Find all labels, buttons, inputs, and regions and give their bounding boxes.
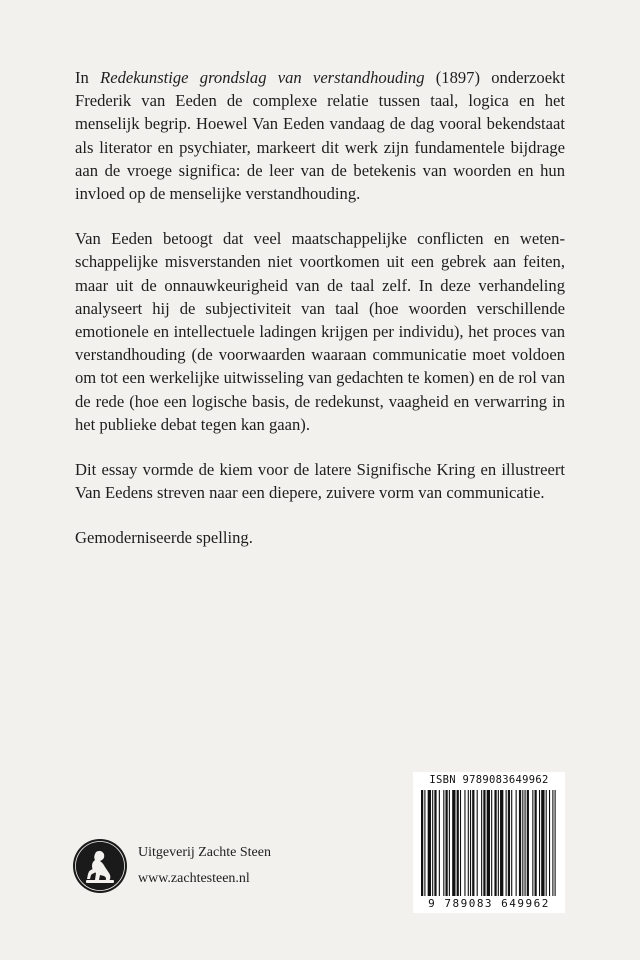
barcode-bar <box>443 790 444 896</box>
intro-rest: (1897) onderzoekt Frederik van Eeden de complexe relatie tussen taal, logica en het menselijk begrip. Hoewel Van Eeden vandaag de dag vooral bekendstaat als literator en psychiater, markeert dit werk zijn fundamentele bijdrage aan de vroege significa: de leer van de betekenis van woorden en hun invloed op de menselijke verstandhouding. <box>75 68 565 204</box>
barcode-bar <box>432 790 433 896</box>
barcode-bar <box>494 790 496 896</box>
barcode-bar <box>519 790 521 896</box>
barcode-bar <box>487 790 490 896</box>
barcode-bar <box>546 790 547 896</box>
barcode-bar <box>481 790 482 896</box>
barcode-bar <box>525 790 526 896</box>
barcode-bar <box>457 790 459 896</box>
paragraph-intro <box>75 66 565 205</box>
barcode-bar <box>464 790 465 896</box>
barcode-bar <box>428 790 431 896</box>
isbn-digits: 9 789083 649962 <box>428 897 550 910</box>
barcode-bar <box>527 790 529 896</box>
paragraph-legacy: Dit essay vormde de kiem voor de latere Signifische Kring en illustreert Van Eedens streven naar een diepere, zuivere vorm van communicatie. <box>75 460 565 503</box>
barcode-bar <box>555 790 556 896</box>
barcode-bar <box>434 790 436 896</box>
barcode-bar <box>424 790 425 896</box>
barcode-bar <box>468 790 469 896</box>
barcode-bar <box>541 790 544 896</box>
thinker-silhouette-icon <box>72 838 128 894</box>
barcode-bar <box>439 790 440 896</box>
barcode-bar <box>522 790 523 896</box>
barcode-bar <box>452 790 455 896</box>
barcode-bar <box>506 790 507 896</box>
book-title-italic: Redekunstige grondslag van verstandhouding <box>100 68 425 87</box>
barcode-bar <box>445 790 447 896</box>
barcode-bar <box>532 790 533 896</box>
barcode-bar <box>535 790 537 896</box>
barcode-bar <box>539 790 540 896</box>
barcode-bar <box>549 790 550 896</box>
barcode-bar <box>472 790 474 896</box>
barcode-bar <box>421 790 423 896</box>
isbn-barcode <box>413 772 565 913</box>
barcode-bar <box>491 790 492 896</box>
barcode-bar <box>516 790 517 896</box>
intro-lead: In <box>75 68 101 87</box>
barcode-bar <box>498 790 499 896</box>
barcode-bar <box>477 790 478 896</box>
barcode-bar <box>460 790 461 896</box>
barcode-bar <box>449 790 450 896</box>
barcode-bar <box>511 790 512 896</box>
barcode-bar <box>508 790 510 896</box>
barcode-bar <box>500 790 503 896</box>
publisher-url: www.zachtesteen.nl <box>138 871 250 886</box>
barcode-bars <box>421 790 559 896</box>
barcode-bar <box>470 790 471 896</box>
paragraph-argument: Van Eeden betoogt dat veel maatschappelijke conflicten en wetenschappelijke misverstanden niet voortkomen uit een gebrek aan feiten, maar uit de onnauwkeurigheid van de taal zelf. In deze verhandeling analyseert hij de subjectiviteit van taal (hoe woorden verschillende emotionele en intellectuele ladingen krijgen per individu), het proces van verstandhouding (de voorwaarden waaraan communicatie moet voldoen om tot een werkelijke uitwisseling van gedachten te komen) en de rol van de rede (hoe een logische basis, de redekunst, vaagheid en verwarring in het publieke debat tegen kan gaan). <box>75 229 565 434</box>
paragraph-spelling-note: Gemoderniseerde spelling. <box>75 528 253 548</box>
barcode-bar <box>552 790 553 896</box>
barcode-bar <box>483 790 485 896</box>
isbn-label: ISBN 9789083649962 <box>429 774 549 786</box>
publisher-block <box>72 838 271 894</box>
back-cover-text <box>75 66 565 572</box>
publisher-name: Uitgeverij Zachte Steen <box>138 845 271 860</box>
